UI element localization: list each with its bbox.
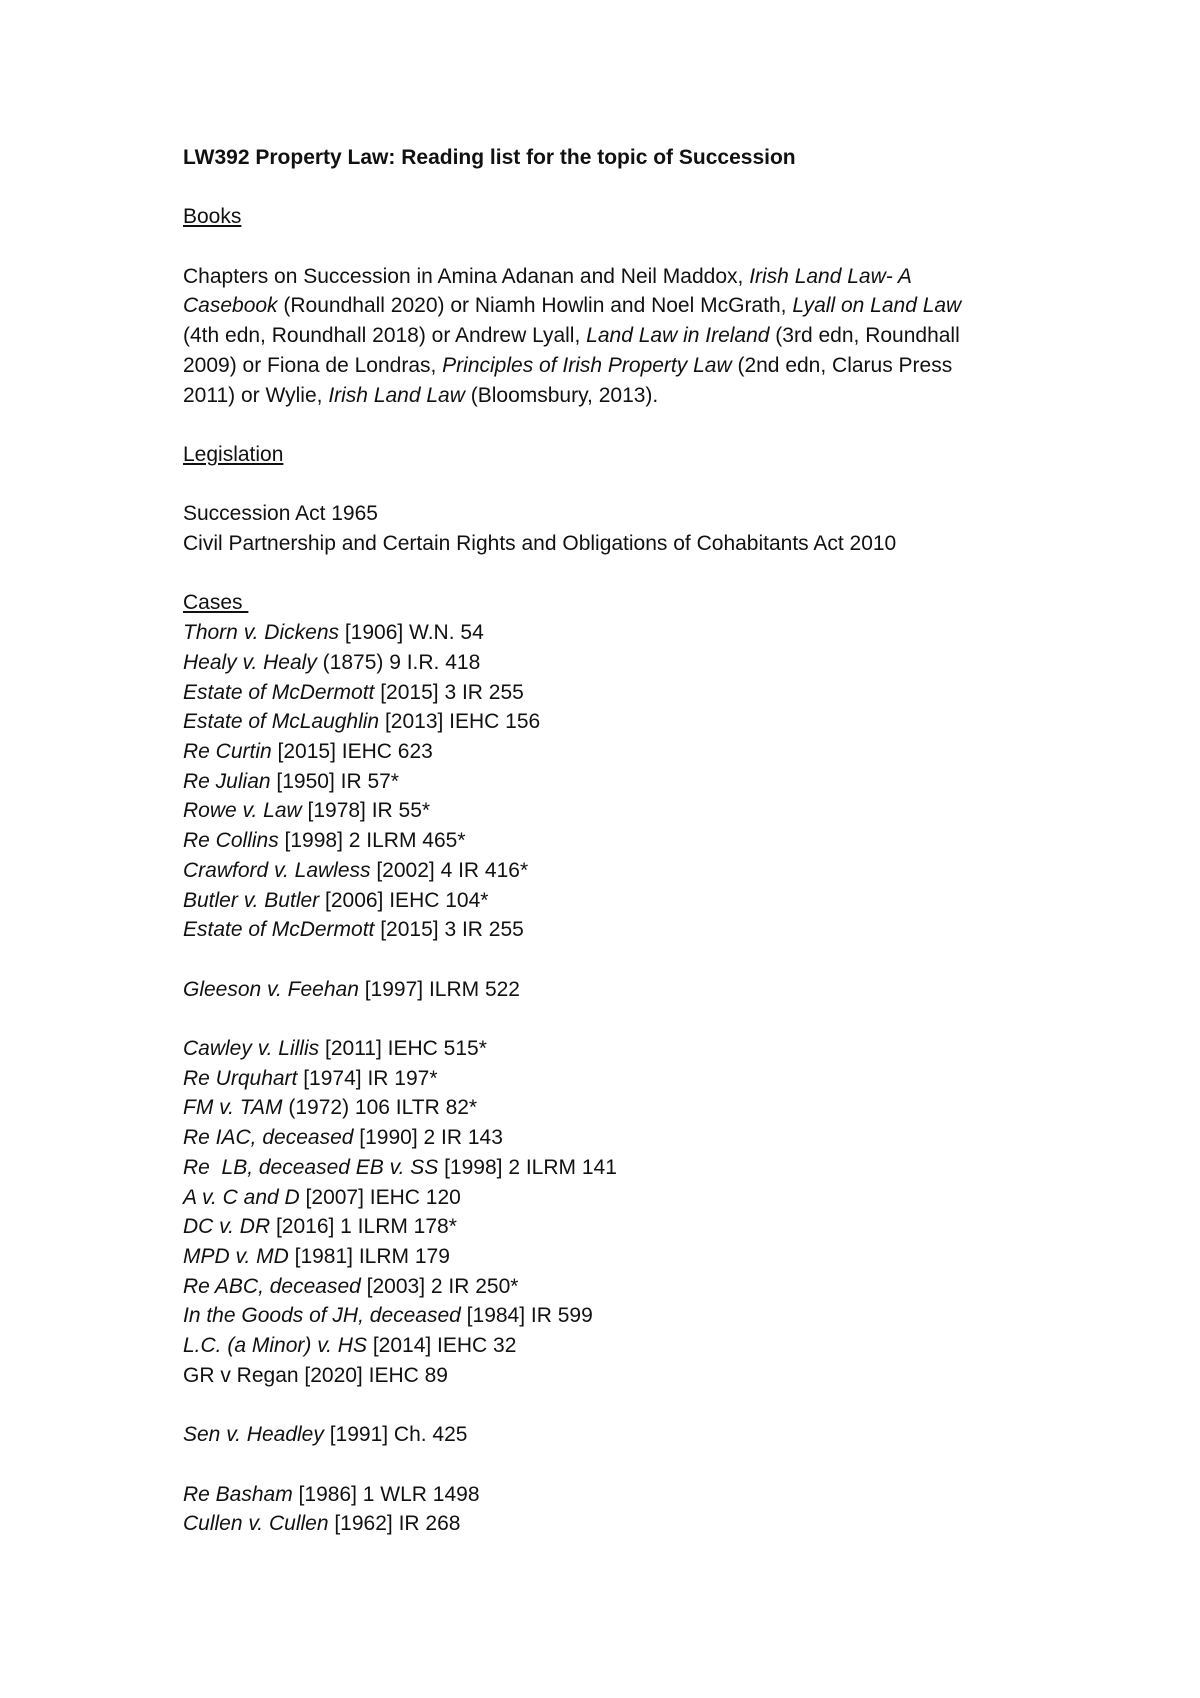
case-citation: [1974] IR 197* bbox=[297, 1066, 438, 1090]
case-item bbox=[183, 1420, 1063, 1450]
case-name: L.C. (a Minor) v. HS bbox=[183, 1334, 367, 1358]
case-citation: [2002] 4 IR 416* bbox=[370, 858, 529, 882]
spacer bbox=[183, 1004, 1063, 1034]
case-citation: [1998] 2 ILRM 141 bbox=[438, 1155, 617, 1179]
books-paragraph-line bbox=[183, 351, 1063, 381]
legislation-item: Civil Partnership and Certain Rights and Obligations of Cohabitants Act 2010 bbox=[183, 532, 897, 556]
spacer bbox=[183, 410, 1063, 440]
case-item bbox=[183, 975, 1063, 1005]
case-item bbox=[183, 886, 1063, 916]
case-name: Estate of McLaughlin bbox=[183, 710, 380, 734]
case-item bbox=[183, 648, 1063, 678]
case-name: DC v. DR bbox=[183, 1215, 271, 1239]
case-item bbox=[183, 1183, 1063, 1213]
case-name: Gleeson v. Feehan bbox=[183, 977, 359, 1001]
case-item bbox=[183, 1509, 1063, 1539]
book-text: 2009) or Fiona de Londras, bbox=[183, 353, 443, 377]
books-paragraph-line bbox=[183, 291, 1063, 321]
case-citation: [2015] 3 IR 255 bbox=[374, 918, 524, 942]
spacer bbox=[183, 945, 1063, 975]
book-text: (2nd edn, Clarus Press bbox=[731, 353, 953, 377]
case-name: Butler v. Butler bbox=[183, 888, 320, 912]
case-name: Re IAC, deceased bbox=[183, 1126, 354, 1150]
case-citation: [1990] 2 IR 143 bbox=[353, 1126, 503, 1150]
case-name: Re Collins bbox=[183, 829, 279, 853]
spacer bbox=[183, 1390, 1063, 1420]
document-title: LW392 Property Law: Reading list for the topic of Succession bbox=[183, 146, 796, 169]
case-citation: (1875) 9 I.R. 418 bbox=[316, 650, 481, 674]
case-name: Re Urquhart bbox=[183, 1066, 298, 1090]
case-item bbox=[183, 1480, 1063, 1510]
case-item bbox=[183, 1301, 1063, 1331]
book-title: Land Law in Ireland bbox=[586, 324, 770, 348]
case-item bbox=[183, 1331, 1063, 1361]
book-text: (Bloomsbury, 2013). bbox=[464, 383, 659, 407]
document-page bbox=[183, 143, 1063, 1539]
case-name: In the Goods of JH, deceased bbox=[183, 1304, 461, 1328]
case-citation: [1978] IR 55* bbox=[301, 799, 431, 823]
case-item bbox=[183, 767, 1063, 797]
case-name: MPD v. MD bbox=[183, 1244, 289, 1268]
case-citation: [2003] 2 IR 250* bbox=[360, 1274, 519, 1298]
case-item bbox=[183, 618, 1063, 648]
spacer bbox=[183, 1450, 1063, 1480]
case-name: Crawford v. Lawless bbox=[183, 858, 371, 882]
book-text: (3rd edn, Roundhall bbox=[769, 324, 960, 348]
case-name: Healy v. Healy bbox=[183, 650, 317, 674]
case-item bbox=[183, 707, 1063, 737]
case-item bbox=[183, 1093, 1063, 1123]
cases-list bbox=[183, 618, 1063, 1539]
book-title: Principles of Irish Property Law bbox=[442, 353, 732, 377]
case-item bbox=[183, 1123, 1063, 1153]
case-name: Cawley v. Lillis bbox=[183, 1036, 320, 1060]
book-text: (4th edn, Roundhall 2018) or Andrew Lyall, bbox=[183, 324, 587, 348]
case-item bbox=[183, 1153, 1063, 1183]
book-title: Irish Land Law bbox=[328, 383, 465, 407]
case-name: Re Curtin bbox=[183, 739, 272, 763]
case-name: A v. C and D bbox=[183, 1185, 300, 1209]
case-citation: [1997] ILRM 522 bbox=[358, 977, 520, 1001]
case-citation: [1950] IR 57* bbox=[270, 769, 399, 793]
case-citation: [1991] Ch. 425 bbox=[323, 1423, 468, 1447]
spacer bbox=[183, 559, 1063, 589]
case-citation: [2011] IEHC 515* bbox=[319, 1036, 487, 1060]
case-name: Estate of McDermott bbox=[183, 918, 375, 942]
spacer bbox=[183, 173, 1063, 203]
case-item bbox=[183, 1272, 1063, 1302]
case-name: Re Basham bbox=[183, 1482, 293, 1506]
legislation-item: Succession Act 1965 bbox=[183, 502, 378, 526]
case-citation: [1984] IR 599 bbox=[460, 1304, 593, 1328]
case-item bbox=[183, 796, 1063, 826]
book-text: Chapters on Succession in Amina Adanan and Neil Maddox, bbox=[183, 264, 750, 288]
books-paragraph bbox=[183, 262, 1063, 411]
spacer bbox=[183, 232, 1063, 262]
book-text: 2011) or Wylie, bbox=[183, 383, 329, 407]
spacer bbox=[183, 470, 1063, 500]
legislation-heading: Legislation bbox=[183, 442, 284, 466]
books-paragraph-line bbox=[183, 381, 1063, 411]
case-citation: [1986] 1 WLR 1498 bbox=[292, 1482, 480, 1506]
case-item bbox=[183, 1034, 1063, 1064]
case-citation: [2015] 3 IR 255 bbox=[374, 680, 524, 704]
case-name: Sen v. Headley bbox=[183, 1423, 324, 1447]
case-citation: (1972) 106 ILTR 82* bbox=[282, 1096, 478, 1120]
case-citation: [2006] IEHC 104* bbox=[319, 888, 489, 912]
case-item bbox=[183, 856, 1063, 886]
case-name: Estate of McDermott bbox=[183, 680, 375, 704]
case-citation: [2015] IEHC 623 bbox=[271, 739, 433, 763]
case-name: Thorn v. Dickens bbox=[183, 621, 339, 645]
books-paragraph-line bbox=[183, 262, 1063, 292]
case-item bbox=[183, 1242, 1063, 1272]
case-item bbox=[183, 915, 1063, 945]
case-item bbox=[183, 1212, 1063, 1242]
case-citation: [2014] IEHC 32 bbox=[366, 1334, 517, 1358]
book-title: Irish Land Law- A bbox=[749, 264, 912, 288]
book-title: Casebook bbox=[183, 294, 278, 318]
books-heading: Books bbox=[183, 205, 242, 229]
case-name: FM v. TAM bbox=[183, 1096, 283, 1120]
case-item bbox=[183, 1064, 1063, 1094]
case-item bbox=[183, 737, 1063, 767]
case-citation: GR v Regan [2020] IEHC 89 bbox=[183, 1363, 448, 1387]
case-name: Re LB, deceased EB v. SS bbox=[183, 1155, 439, 1179]
case-citation: [1998] 2 ILRM 465* bbox=[278, 829, 466, 853]
book-title: Lyall on Land Law bbox=[792, 294, 962, 318]
case-citation: [1906] W.N. 54 bbox=[339, 621, 484, 645]
book-text: (Roundhall 2020) or Niamh Howlin and Noel McGrath, bbox=[277, 294, 793, 318]
case-citation: [2016] 1 ILRM 178* bbox=[270, 1215, 457, 1239]
case-name: Re Julian bbox=[183, 769, 271, 793]
case-name: Rowe v. Law bbox=[183, 799, 302, 823]
case-item bbox=[183, 1361, 1063, 1391]
books-paragraph-line bbox=[183, 321, 1063, 351]
case-item bbox=[183, 678, 1063, 708]
case-name: Re ABC, deceased bbox=[183, 1274, 361, 1298]
case-citation: [1981] ILRM 179 bbox=[288, 1244, 450, 1268]
case-citation: [1962] IR 268 bbox=[328, 1512, 461, 1536]
cases-heading: Cases bbox=[183, 591, 249, 615]
case-citation: [2007] IEHC 120 bbox=[299, 1185, 461, 1209]
case-item bbox=[183, 826, 1063, 856]
case-citation: [2013] IEHC 156 bbox=[379, 710, 541, 734]
case-name: Cullen v. Cullen bbox=[183, 1512, 329, 1536]
